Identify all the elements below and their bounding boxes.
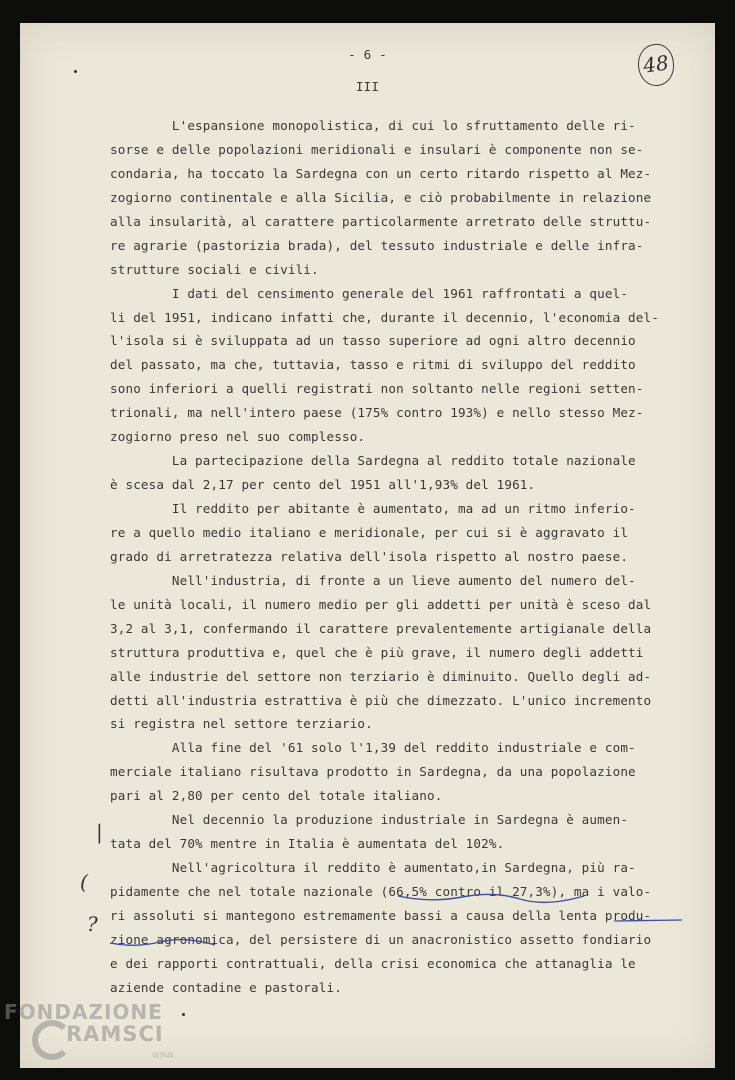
margin-mark-question: ?: [87, 912, 98, 936]
text-line: alle industrie del settore non terziario è diminuito. Quello degli ad-: [110, 668, 652, 684]
margin-mark-bar: |: [96, 820, 103, 844]
text-line: le unità locali, il numero medio per gli addetti per unità è sceso dal: [110, 596, 652, 612]
text-line: trionali, ma nell'intero paese (175% contro 193%) e nello stesso Mez-: [110, 405, 644, 421]
margin-mark-parenthesis: (: [80, 870, 88, 894]
text-line: detti all'industria estrattiva è più che dimezzato. L'unico incremento: [110, 692, 652, 708]
folio-number-text: 48: [641, 50, 671, 78]
text-line: aziende contadine e pastorali.: [110, 979, 342, 995]
text-line: alla insularità, al carattere particolarmente arretrato delle struttu-: [110, 213, 652, 229]
watermark-line2: RAMSCI: [66, 1022, 164, 1046]
text-line: merciale italiano risultava prodotto in Sardegna, da una popolazione: [110, 764, 636, 780]
text-line: ri assoluti si mantegono estremamente bassi a causa della lenta produ-: [110, 907, 652, 923]
page-number: - 6 -: [348, 47, 387, 62]
text-line: zogiorno continentale e alla Sicilia, e ciò probabilmente in relazione: [110, 189, 652, 205]
text-line: Il reddito per abitante è aumentato, ma ad un ritmo inferio-: [110, 501, 636, 516]
watermark-line3: onlus: [152, 1050, 174, 1059]
text-line: Nell'industria, di fronte a un lieve aumento del numero del-: [110, 572, 636, 588]
text-line: del passato, ma che, tuttavia, tasso e ritmi di sviluppo del reddito: [110, 357, 636, 373]
text-line: condaria, ha toccato la Sardegna con un certo ritardo rispetto al Mez-: [110, 165, 652, 181]
text-line: e dei rapporti contrattuali, della crisi economica che attanaglia le: [110, 955, 636, 971]
text-line: re a quello medio italiano e meridionale, per cui si è aggravato il: [110, 524, 629, 540]
fondazione-gramsci-watermark: [4, 1000, 194, 1075]
text-line: zogiorno preso nel suo complesso.: [110, 429, 366, 445]
text-line: li del 1951, indicano infatti che, durante il decennio, l'economia del-: [110, 309, 659, 325]
text-line: sorse e delle popolazioni meridionali e insulari è componente non se-: [110, 141, 644, 157]
text-line: pari al 2,80 per cento del totale italiano.: [110, 788, 443, 804]
body-text: [110, 114, 700, 1000]
text-line: sono inferiori a quelli registrati non soltanto nelle regioni setten-: [110, 381, 644, 397]
text-line: l'isola si è sviluppata ad un tasso superiore ad ogni altro decennio: [110, 333, 636, 349]
text-line: struttura produttiva e, quel che è più grave, il numero degli addetti: [110, 644, 644, 660]
text-line: si registra nel settore terziario.: [110, 716, 373, 732]
text-line: è scesa dal 2,17 per cento del 1951 all'1,93% del 1961.: [110, 477, 536, 493]
text-line: L'espansione monopolistica, di cui lo sfruttamento delle ri-: [110, 118, 636, 133]
text-line: Nel decennio la produzione industriale in Sardegna è aumen-: [110, 812, 629, 828]
text-line: Nell'agricoltura il reddito è aumentato,in Sardegna, più ra-: [110, 860, 636, 876]
text-line: 3,2 al 3,1, confermando il carattere prevalentemente artigianale della: [110, 620, 652, 636]
text-line: tata del 70% mentre in Italia è aumentata del 102%.: [110, 836, 505, 852]
watermark-line1: FONDAZIONE: [4, 1000, 163, 1024]
text-line: zione agronomica, del persistere di un anacronistico assetto fondiario: [110, 931, 652, 947]
paper-speck: [74, 70, 77, 73]
text-line: I dati del censimento generale del 1961 raffrontati a quel-: [110, 285, 629, 301]
section-number: III: [355, 79, 380, 94]
text-line: strutture sociali e civili.: [110, 261, 319, 277]
text-line: grado di arretratezza relativa dell'isola rispetto al nostro paese.: [110, 548, 629, 564]
text-line: re agrarie (pastorizia brada), del tessuto industriale e delle infra-: [110, 237, 644, 253]
text-line: pidamente che nel totale nazionale (66,5% contro il 27,3%), ma i valo-: [110, 884, 652, 899]
text-line: La partecipazione della Sardegna al reddito totale nazionale: [110, 453, 636, 469]
text-line: Alla fine del '61 solo l'1,39 del reddito industriale e com-: [110, 740, 636, 756]
